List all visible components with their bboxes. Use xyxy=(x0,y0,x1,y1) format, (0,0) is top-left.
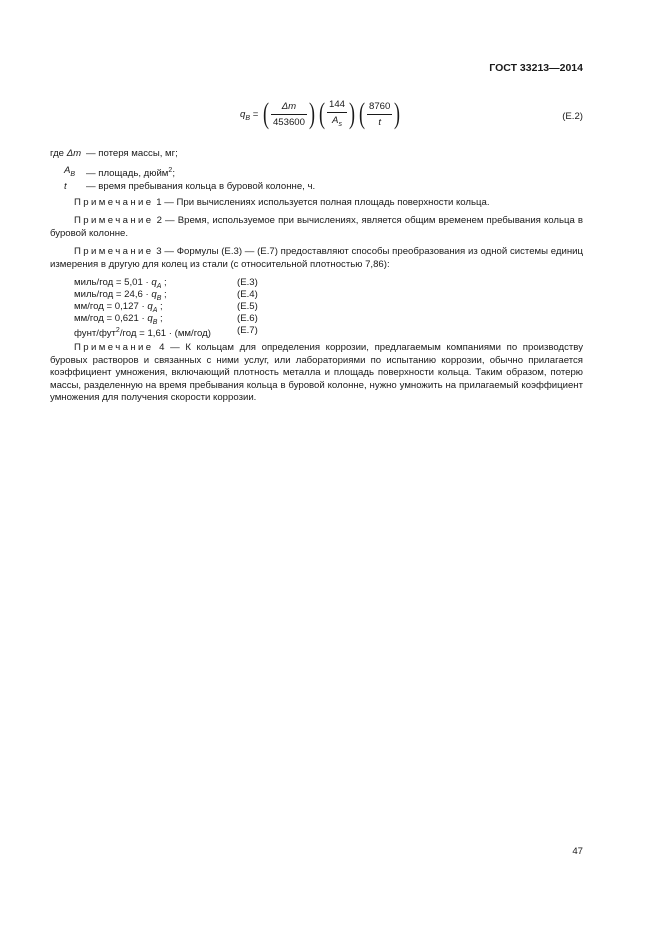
equation-number: (E.7) xyxy=(237,325,258,336)
left-paren: ( xyxy=(359,97,365,131)
left-paren: ( xyxy=(318,97,325,131)
note-label: Примечание xyxy=(74,342,154,353)
fraction-area: $\frac{144}{A_s}$ xyxy=(328,99,345,128)
equation-number: (E.4) xyxy=(237,289,258,300)
definition-area: $A_B$ xyxy=(64,165,76,178)
fraction-time: $\frac{8760}{t}$ xyxy=(369,100,391,128)
equation-e5: $мм/год = 0,127 \cdot q_A$ ; xyxy=(74,301,163,314)
formula-lhs: $q_B$ xyxy=(240,108,251,122)
left-paren: ( xyxy=(262,97,269,131)
right-paren: ) xyxy=(308,97,315,131)
definition-mass-loss: где Δm xyxy=(50,148,82,159)
definition-text: — площадь, дюйм$^2$; xyxy=(86,167,175,180)
equation-e7: фунт/фут$^2$/год = 1,61 · (мм/год) xyxy=(74,327,211,340)
equation-number: (E.6) xyxy=(237,313,258,324)
definition-text: — потеря массы, мг; xyxy=(86,148,178,159)
right-paren: ) xyxy=(349,97,355,131)
note-2: Примечание 2 — Время, используемое при вычислениях, является общим временем пребывания кольца в буровой колонне. xyxy=(50,215,583,239)
definition-text: — время пребывания кольца в буровой колонне, ч. xyxy=(86,181,316,192)
formula-e2 xyxy=(240,98,450,138)
note-label: Примечание xyxy=(74,246,154,257)
equation-e6: $мм/год = 0,621 \cdot q_B$ ; xyxy=(74,313,163,326)
document-header: ГОСТ 33213—2014 xyxy=(489,62,583,74)
note-label: Примечание xyxy=(74,215,154,226)
formula-equals: = xyxy=(252,108,259,120)
right-paren: ) xyxy=(394,97,401,131)
definition-time: t xyxy=(64,181,67,192)
equation-number: (E.3) xyxy=(237,277,258,288)
equation-e4: миль/год = $24,6 \cdot q_B$ ; xyxy=(74,289,167,302)
fraction-mass: $\frac{\Delta m}{453600}$ xyxy=(272,100,305,128)
equation-e3: миль/год = $5,01 \cdot q_A$ ; xyxy=(74,277,167,290)
note-4: Примечание 4 — К кольцам для определения коррозии, предлагаемым компаниями по производству буровых растворов и связанных с ними услуг, или лабораториями по испытанию коррозии, обычно прилагается коэффициент умножения, включающий плотность металла и площадь поверхности кольца. Таким образом, потерю массы, разделенную на время пребывания кольца в буровой колонне, нужно умножить на прилагаемый коэффициент умножения для получения скорости коррозии. xyxy=(50,342,583,403)
equation-number: (E.5) xyxy=(237,301,258,312)
note-3: Примечание 3 — Формулы (E.3) — (E.7) предоставляют способы преобразования из одной системы единиц измерения в другую для колец из стали (с относительной плотностью 7,86): xyxy=(50,246,584,270)
note-label: Примечание xyxy=(74,197,154,208)
note-1: Примечание 1 — При вычислениях используется полная площадь поверхности кольца. xyxy=(74,197,490,208)
formula-number: (E.2) xyxy=(562,111,583,122)
page-number: 47 xyxy=(572,846,583,857)
